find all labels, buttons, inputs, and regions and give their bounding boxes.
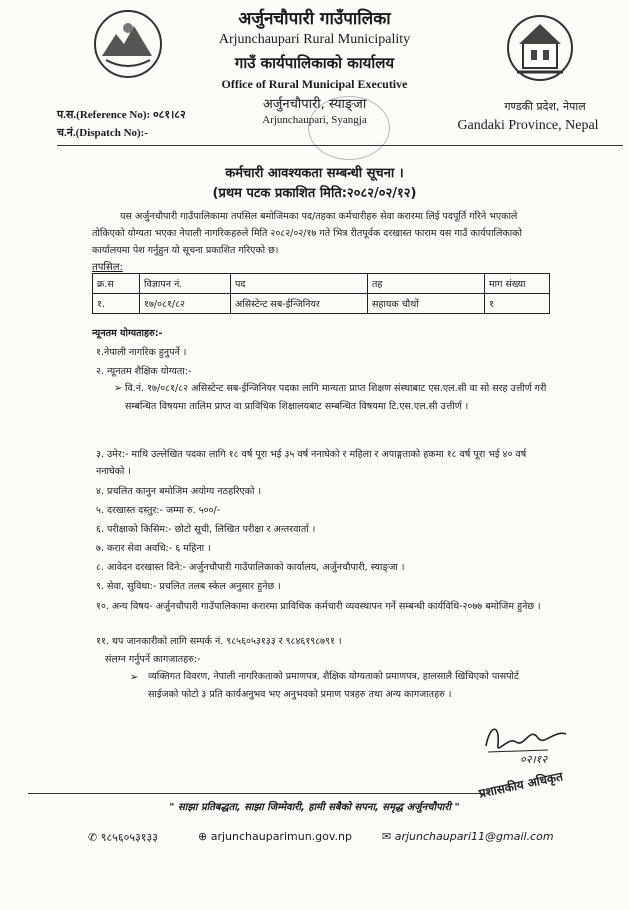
globe-icon: ⊕ bbox=[198, 830, 208, 843]
mail-icon: ✉ bbox=[382, 830, 392, 843]
header-divider bbox=[57, 145, 623, 146]
office-name-nepali: गाउँ कार्यपालिकाको कार्यालय bbox=[234, 54, 395, 72]
cell-level: सहायक चौथों bbox=[368, 294, 485, 314]
qualification-item-7: ७. करार सेवा अवधि:- ६ महिना । bbox=[96, 543, 211, 554]
cell-demand: १ bbox=[485, 294, 550, 314]
reference-label: प.स.(Reference No): bbox=[57, 109, 151, 121]
col-sn: क्र.स bbox=[93, 274, 140, 294]
attachments-heading: संलग्न गर्नुपर्ने कागजातहरु:- bbox=[105, 654, 201, 665]
footer-website bbox=[198, 830, 352, 843]
arrow-bullet-icon: ➢ bbox=[130, 672, 139, 683]
cell-ad-number: १७/०८१/८२ bbox=[140, 294, 231, 314]
footer-phone bbox=[88, 830, 158, 845]
qualification-item-2: २. न्यूनतम शैक्षिक योग्यता:- bbox=[96, 366, 192, 377]
posts-table bbox=[92, 273, 550, 314]
province-nepali: गण्डकी प्रदेश, नेपाल bbox=[504, 100, 586, 113]
footer-email-text: arjunchaupari11@gmail.com bbox=[394, 830, 554, 843]
qualification-item-1: १.नेपाली नागरिक हुनुपर्ने । bbox=[96, 347, 187, 358]
qualification-item-6: ६. परीक्षाको किसिम:- छोटो सूची, लिखित परीक्षा र अन्तरवार्ता । bbox=[96, 524, 316, 535]
notice-body: यस अर्जुनचौपारी गाउँपालिकामा तपसिल बमोजिमका पद/तहका कर्मचारीहरु सेवा करारमा लिई पदपूर्ति गरिने भएकाले तोकिएको योग्यता भएका नेपाली नागरिकहरुले मिति २०८२/०२/१७ गते भित्र रीतपूर्वक दरखास्त फाराम यस गाउँ कार्यपालिकाको कार्यालयमा पेश गर्नुहुन यो सूचना प्रकाशित गरिएको छ। bbox=[92, 211, 522, 256]
qualification-item-9: ९. सेवा, सुविधा:- प्रचलित तलब स्केल अनुसार हुनेछ । bbox=[96, 581, 281, 592]
footer-divider bbox=[28, 793, 483, 794]
footer-website-text: arjunchauparimun.gov.np bbox=[210, 830, 352, 843]
municipality-name-nepali: अर्जुनचौपारी गाउँपालिका bbox=[238, 9, 391, 29]
col-post: पद bbox=[231, 274, 368, 294]
table-label: तपसिल: bbox=[92, 262, 123, 273]
qualification-item-5: ५. दरखास्त दस्तुर:- जम्मा रु. ५००/- bbox=[96, 505, 221, 516]
phone-icon: ✆ bbox=[88, 831, 98, 844]
notice-title: कर्मचारी आवश्यकता सम्बन्धी सूचना । bbox=[225, 166, 404, 181]
place-nepali: अर्जुनचौपारी, स्याङ्जा bbox=[262, 97, 367, 112]
table-header-row bbox=[93, 274, 550, 294]
footer-slogan: " साझा प्रतिबद्धता, साझा जिम्मेवारी, हामी सबैको सपना, समृद्ध अर्जुनचौपारी " bbox=[169, 802, 460, 813]
reference-value: ०८१।८२ bbox=[152, 109, 186, 121]
qualification-item-2-detail: वि.नं. १७/०८१/८२ असिस्टेन्ट सब-ईन्जिनियर पदका लागि मान्यता प्राप्त शिक्षण संस्थाबाट एस.एल.सी वा सो सरह उत्तीर्ण गरी सम्बन्धित विषयमा तालिम प्राप्त वा प्राविधिक शिक्षालयबाट सम्बन्धित विषयमा टि.एस.एल.सी उत्तीर्ण । bbox=[125, 383, 547, 412]
signature-date: ०२।१२ bbox=[520, 753, 548, 766]
office-name-english: Office of Rural Municipal Executive bbox=[221, 77, 408, 91]
arrow-bullet-icon: ➢ bbox=[114, 383, 123, 394]
col-level: तह bbox=[368, 274, 485, 294]
officer-stamp: प्रशासकीय अधिकृत bbox=[477, 769, 565, 801]
qualification-item-11: ११. थप जानकारीको लागि सम्पर्क नं. ९८५६०५३१३३ र ९८४६१९८७९१ । bbox=[96, 636, 342, 647]
footer-email bbox=[382, 830, 554, 843]
qualification-item-8: ८. आवेदन दरखास्त दिने:- अर्जुनचौपारी गाउँपालिकाको कार्यालय, अर्जुनचौपारी, स्याङ्जा । bbox=[96, 562, 405, 573]
municipality-name-english: Arjunchaupari Rural Municipality bbox=[218, 32, 411, 47]
table-row bbox=[93, 294, 550, 314]
place-english: Arjunchaupari, Syangja bbox=[262, 114, 367, 126]
notice-subtitle: (प्रथम पटक प्रकाशित मिति:२०८२/०२/१२) bbox=[212, 186, 417, 201]
qualification-item-10: १०. अन्य विषय- अर्जुनचौपारी गाउँपालिकामा करारमा प्राविधिक कर्मचारी व्यवस्थापन गर्ने सम्बन्धी कार्यविधि-२०७७ बमोजिम हुनेछ । bbox=[96, 601, 541, 612]
dispatch-number: च.नं.(Dispatch No):- bbox=[57, 127, 148, 139]
province-english: Gandaki Province, Nepal bbox=[457, 118, 599, 133]
office-seal bbox=[308, 96, 390, 160]
qualification-item-4: ४. प्रचलित कानुन बमोजिम अयोग्य नठहरिएको । bbox=[96, 486, 262, 497]
footer-phone-number: ९८५६०५३१३३ bbox=[100, 831, 158, 844]
qualification-item-3: ३. उमेर:- माथि उल्लेखित पदका लागि १८ वर्ष पूरा भई ३५ वर्ष ननाघेको र महिला र अपाङ्गताको हकमा १८ वर्ष पूरा भई ४० वर्ष ननाघेको । bbox=[96, 449, 527, 477]
attachments-detail: व्यक्तिगत विवरण, नेपाली नागरिकताको प्रमाणपत्र, शैक्षिक योग्यताको प्रमाणपत्र, हालसालै खिचिएको पासपोर्ट साईजको फोटो ३ प्रति कार्यअनुभव भए अनुभवको प्रमाण पत्रहरु तथा अन्य कागजातहरु । bbox=[148, 671, 519, 700]
col-ad-number: विज्ञापन नं. bbox=[140, 274, 231, 294]
cell-post: असिस्टेन्ट सब-ईन्जिनियर bbox=[231, 294, 368, 314]
reference-number bbox=[57, 107, 186, 122]
cell-sn: १. bbox=[93, 294, 140, 314]
qualifications-heading: न्यूनतम योग्यताहरु:- bbox=[92, 328, 163, 339]
col-demand: माग संख्या bbox=[485, 274, 550, 294]
